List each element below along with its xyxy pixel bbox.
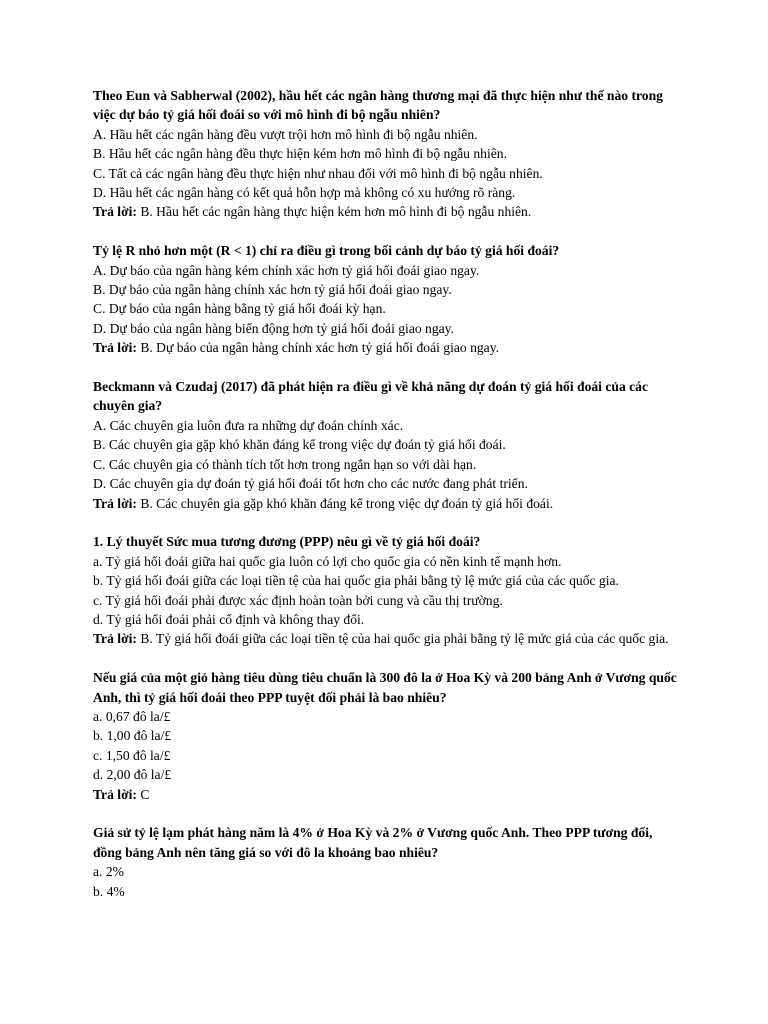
answer-label: Trả lời: [93, 340, 137, 356]
answer-option: a. Tỷ giá hối đoái giữa hai quốc gia luôn có lợi cho quốc gia có nền kinh tế mạnh hơn. [93, 553, 562, 569]
answer-option: C. Dự báo của ngân hàng bằng tỷ giá hối đoái kỳ hạn. [93, 301, 386, 317]
answer-option: C. Tất cả các ngân hàng đều thực hiện như nhau đối với mô hình đi bộ ngẫu nhiên. [93, 165, 543, 181]
question-block [93, 668, 683, 804]
question-block [93, 241, 683, 357]
answer-option: A. Dự báo của ngân hàng kém chính xác hơn tỷ giá hối đoái giao ngay. [93, 262, 480, 278]
answer-label: Trả lời: [93, 204, 137, 220]
answer-option: B. Các chuyên gia gặp khó khăn đáng kể trong việc dự đoán tỷ giá hối đoái. [93, 437, 506, 453]
answer-option: B. Dự báo của ngân hàng chính xác hơn tỷ giá hối đoái giao ngay. [93, 282, 452, 298]
answer-option: b. 1,00 đô la/£ [93, 728, 172, 744]
answer-line [93, 202, 683, 221]
answer-option: c. Tỷ giá hối đoái phải được xác định hoàn toàn bởi cung và cầu thị trường. [93, 592, 503, 608]
answer-label: Trả lời: [93, 631, 137, 647]
answer-option: B. Hầu hết các ngân hàng đều thực hiện kém hơn mô hình đi bộ ngẫu nhiên. [93, 146, 507, 162]
question-text: Theo Eun và Sabherwal (2002), hầu hết các ngân hàng thương mại đã thực hiện như thế nào trong việc dự báo tỷ giá hối đoái so với mô hình đi bộ ngẫu nhiên? [93, 88, 663, 123]
question-block [93, 823, 683, 901]
question-text: Tỷ lệ R nhỏ hơn một (R < 1) chỉ ra điều gì trong bối cảnh dự báo tỷ giá hối đoái? [93, 243, 560, 259]
answer-option: d. Tỷ giá hối đoái phải cố định và không thay đổi. [93, 611, 365, 627]
answer-option: c. 1,50 đô la/£ [93, 747, 171, 763]
answer-option: A. Các chuyên gia luôn đưa ra những dự đoán chính xác. [93, 417, 404, 433]
question-text: Giả sử tỷ lệ lạm phát hàng năm là 4% ở Hoa Kỳ và 2% ở Vương quốc Anh. Theo PPP tương đối, đồng bảng Anh nên tăng giá so với đô la khoảng bao nhiêu? [93, 825, 653, 860]
answer-text: B. Các chuyên gia gặp khó khăn đáng kể trong việc dự đoán tỷ giá hối đoái. [140, 495, 554, 511]
answer-option: a. 2% [93, 864, 124, 880]
answer-option: a. 0,67 đô la/£ [93, 708, 171, 724]
question-block [93, 532, 683, 648]
answer-option: D. Dự báo của ngân hàng biến động hơn tỷ giá hối đoái giao ngay. [93, 320, 454, 336]
answer-option: D. Hầu hết các ngân hàng có kết quả hỗn hợp mà không có xu hướng rõ ràng. [93, 185, 516, 201]
answer-line [93, 629, 683, 648]
answer-option: D. Các chuyên gia dự đoán tỷ giá hối đoái tốt hơn cho các nước đang phát triển. [93, 476, 528, 492]
document-page [93, 86, 683, 920]
answer-option: b. 4% [93, 883, 125, 899]
answer-line [93, 338, 683, 357]
question-block [93, 377, 683, 513]
question-text: Nếu giá của một giỏ hàng tiêu dùng tiêu chuẩn là 300 đô la ở Hoa Kỳ và 200 bảng Anh ở Vương quốc Anh, thì tỷ giá hối đoái theo PPP tuyệt đối phải là bao nhiêu? [93, 670, 677, 705]
answer-text: C [140, 786, 150, 802]
answer-text: B. Tỷ giá hối đoái giữa các loại tiền tệ của hai quốc gia phải bằng tỷ lệ mức giá của các quốc gia. [140, 631, 669, 647]
answer-label: Trả lời: [93, 786, 137, 802]
question-text: Beckmann và Czudaj (2017) đã phát hiện ra điều gì về khả năng dự đoán tỷ giá hối đoái của các chuyên gia? [93, 379, 649, 414]
answer-line [93, 494, 683, 513]
answer-label: Trả lời: [93, 495, 137, 511]
answer-text: B. Dự báo của ngân hàng chính xác hơn tỷ giá hối đoái giao ngay. [140, 340, 500, 356]
answer-line [93, 785, 683, 804]
answer-option: C. Các chuyên gia có thành tích tốt hơn trong ngắn hạn so với dài hạn. [93, 456, 477, 472]
answer-option: b. Tỷ giá hối đoái giữa các loại tiền tệ của hai quốc gia phải bằng tỷ lệ mức giá của các quốc gia. [93, 573, 619, 589]
answer-option: d. 2,00 đô la/£ [93, 767, 172, 783]
question-text: 1. Lý thuyết Sức mua tương đương (PPP) nêu gì về tỷ giá hối đoái? [93, 534, 481, 550]
answer-option: A. Hầu hết các ngân hàng đều vượt trội hơn mô hình đi bộ ngẫu nhiên. [93, 126, 478, 142]
question-block [93, 86, 683, 222]
answer-text: B. Hầu hết các ngân hàng thực hiện kém hơn mô hình đi bộ ngẫu nhiên. [140, 204, 532, 220]
